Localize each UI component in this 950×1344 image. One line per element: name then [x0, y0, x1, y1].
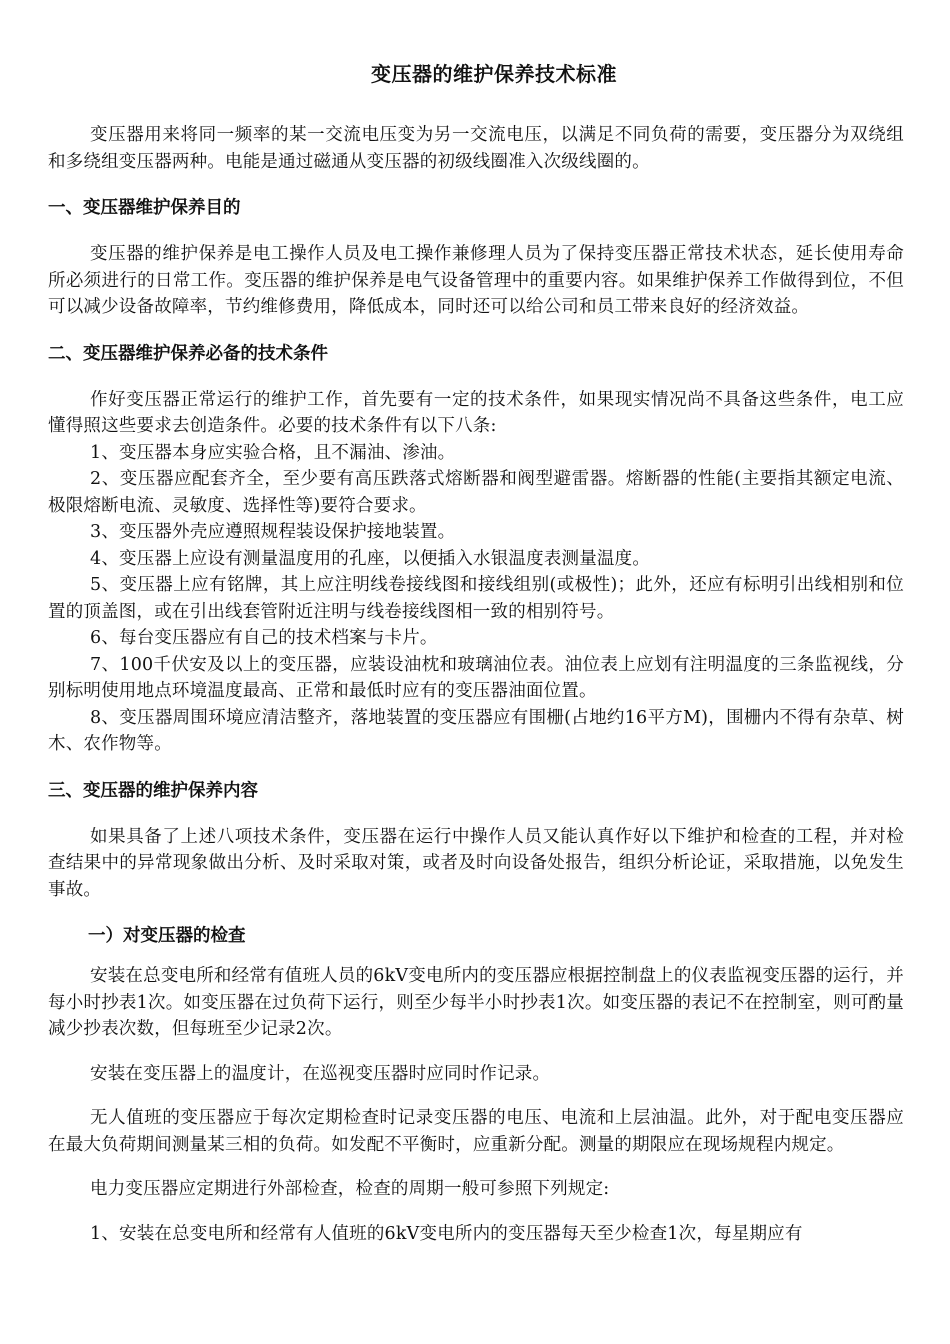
- spacer: [48, 1087, 904, 1105]
- section-2-intro: 作好变压器正常运行的维护工作，首先要有一定的技术条件，如果现实情况尚不具备这些条件，电工应懂得照这些要求去创造条件。必要的技术条件有以下八条:: [48, 389, 904, 436]
- document-title: 变压器的维护保养技术标准: [371, 62, 617, 86]
- section-3-heading: 三、变压器的维护保养内容: [48, 780, 258, 801]
- section-1-heading: 一、变压器维护保养目的: [48, 198, 241, 218]
- condition-item-2: 2、变压器应配套齐全，至少要有高压跌落式熔断器和阀型避雷器。熔断器的性能(主要指其额定电流、极限熔断电流、灵敏度、选择性等)要符合要求。: [48, 469, 904, 516]
- spacer: [48, 221, 904, 241]
- condition-item-7: 7、100千伏安及以上的变压器，应装设油枕和玻璃油位表。油位表上应划有注明温度的三条监视线，分别标明使用地点环境温度最高、正常和最低时应有的变压器油面位置。: [48, 654, 904, 701]
- condition-item-4: 4、变压器上应设有测量温度用的孔座，以便插入水银温度表测量温度。: [90, 548, 651, 569]
- condition-item-8: 8、变压器周围环境应清洁整齐，落地装置的变压器应有围栅(占地约16平方M)，围栅内不得有杂草、树木、农作物等。: [48, 707, 904, 754]
- condition-item-5: 5、变压器上应有铭牌，其上应注明线卷接线图和接线组别(或极性)；此外，还应有标明引出线相别和位置的顶盖图，或在引出线套管附近注明与线卷接线图相一致的相别符号。: [48, 575, 904, 622]
- inspection-paragraph-4: 电力变压器应定期进行外部检查，检查的周期一般可参照下列规定:: [90, 1179, 610, 1199]
- spacer: [48, 175, 904, 195]
- spacer: [48, 903, 904, 923]
- spacer: [48, 321, 904, 341]
- spacer: [48, 1203, 904, 1221]
- spacer: [48, 1158, 904, 1176]
- section-3-intro: 如果具备了上述八项技术条件，变压器在运行中操作人员又能认真作好以下维护和检查的工程，并对检查结果中的异常现象做出分析、及时采取对策，或者及时向设备处报告，组织分析论证，采取措施，以免发生事故。: [48, 826, 904, 900]
- spacer: [48, 949, 904, 963]
- inspection-paragraph-1: 安装在总变电所和经常有值班人员的6kV变电所内的变压器应根据控制盘上的仪表监视变压器的运行，并每小时抄表1次。如变压器在过负荷下运行，则至少每半小时抄表1次。如变压器的表记不在控制室，则可酌量减少抄表次数，但每班至少记录2次。: [48, 966, 904, 1039]
- condition-item-1: 1、变压器本身应实验合格，且不漏油、渗油。: [90, 442, 456, 463]
- condition-item-3: 3、变压器外壳应遵照规程装设保护接地装置。: [90, 522, 456, 542]
- inspection-paragraph-5: 1、安装在总变电所和经常有人值班的6kV变电所内的变压器每天至少检查1次，每星期应有: [90, 1223, 803, 1244]
- subsection-1-heading: 一）对变压器的检查: [88, 926, 246, 946]
- intro-paragraph: 变压器用来将同一频率的某一交流电压变为另一交流电压，以满足不同负荷的需要，变压器分为双绕组和多绕组变压器两种。电能是通过磁通从变压器的初级线圈准入次级线圈的。: [48, 125, 904, 172]
- inspection-paragraph-3: 无人值班的变压器应于每次定期检查时记录变压器的电压、电流和上层油温。此外，对于配电变压器应在最大负荷期间测量某三相的负荷。如发配不平衡时，应重新分配。测量的期限应在现场规程内规定。: [48, 1108, 904, 1155]
- spacer: [48, 1043, 904, 1061]
- condition-item-6: 6、每台变压器应有自己的技术档案与卡片。: [90, 628, 438, 648]
- section-1-body: 变压器的维护保养是电工操作人员及电工操作兼修理人员为了保持变压器正常技术状态，延长使用寿命所必须进行的日常工作。变压器的维护保养是电气设备管理中的重要内容。如果维护保养工作做得到位，不但可以减少设备故障率，节约维修费用，降低成本，同时还可以给公司和员工带来良好的经济效益。: [48, 244, 904, 317]
- spacer: [48, 88, 904, 122]
- section-2-heading: 二、变压器维护保养必备的技术条件: [48, 343, 328, 364]
- inspection-paragraph-2: 安装在变压器上的温度计，在巡视变压器时应同时作记录。: [90, 1063, 551, 1084]
- spacer: [48, 758, 904, 778]
- spacer: [48, 804, 904, 824]
- spacer: [48, 367, 904, 387]
